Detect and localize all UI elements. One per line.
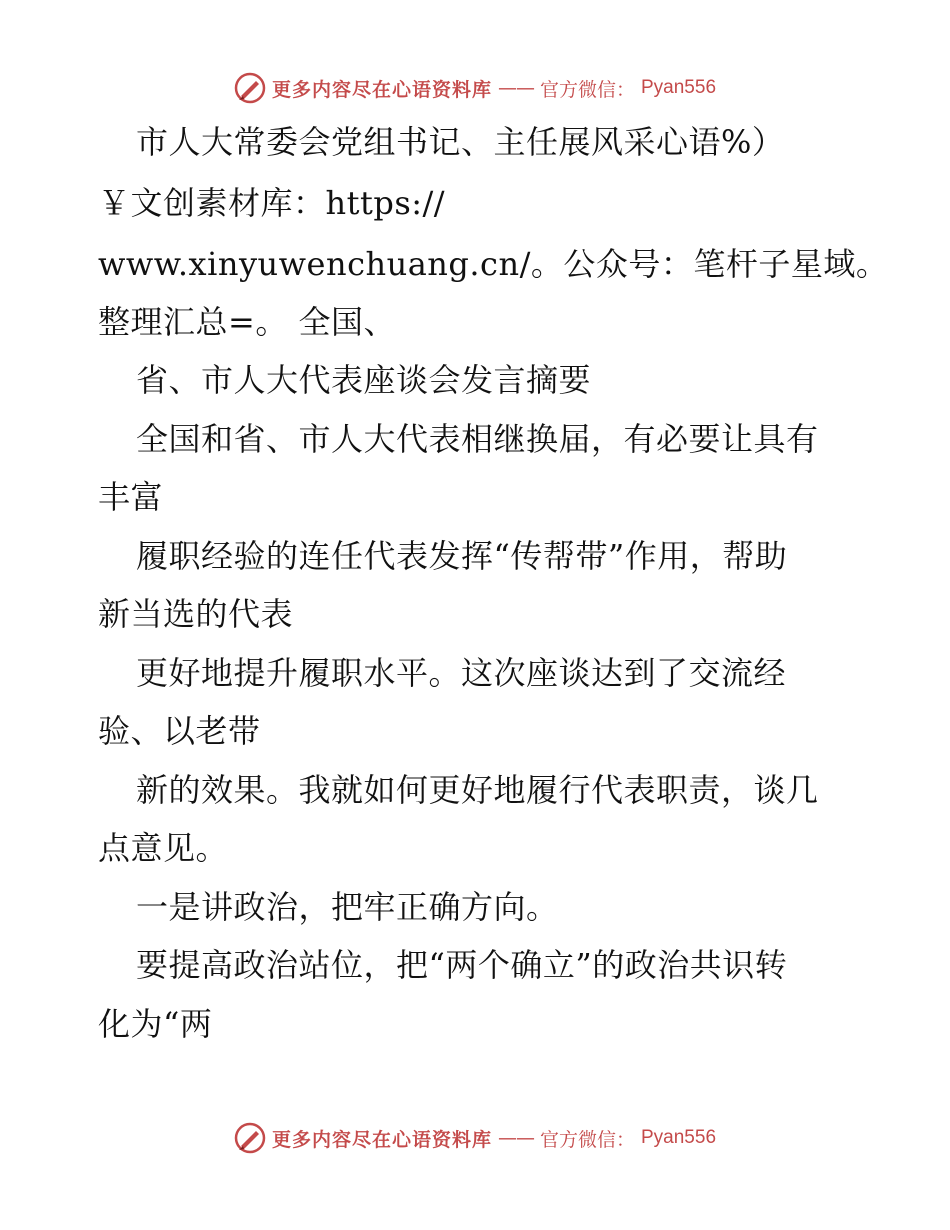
watermark-main-text: 更多内容尽在心语资料库 bbox=[271, 78, 492, 101]
watermark-separator: —— bbox=[497, 77, 534, 99]
watermark-wechat-handle: Pyan556 bbox=[641, 77, 717, 98]
text-line: 更好地提升履职水平。这次座谈达到了交流经 bbox=[136, 654, 787, 692]
watermark-wechat-handle: Pyan556 bbox=[641, 1127, 717, 1148]
text-line: ￥文创素材库：https:// bbox=[98, 184, 446, 222]
watermark-wechat-label: 官方微信： bbox=[539, 1128, 635, 1151]
text-line: 履职经验的连任代表发挥“传帮带”作用，帮助 bbox=[136, 537, 788, 575]
pen-logo-icon bbox=[234, 72, 266, 104]
text-line: 验、以老带 bbox=[98, 712, 261, 750]
watermark-wechat-label: 官方微信： bbox=[539, 78, 635, 101]
text-line: 全国和省、市人大代表相继换届，有必要让具有 bbox=[136, 420, 819, 458]
text-line: 整理汇总=。 全国、 bbox=[98, 303, 396, 341]
header-watermark bbox=[0, 72, 950, 104]
footer-watermark bbox=[0, 1122, 950, 1154]
text-line: 丰富 bbox=[98, 478, 164, 516]
text-line: www.xinyuwenchuang.cn/。公众号：笔杆子星域。 bbox=[98, 245, 889, 283]
watermark-main-text: 更多内容尽在心语资料库 bbox=[271, 1128, 492, 1151]
text-line: 新的效果。我就如何更好地履行代表职责，谈几 bbox=[136, 771, 819, 809]
text-line: 化为“两 bbox=[98, 1005, 213, 1043]
text-line: 一是讲政治，把牢正确方向。 bbox=[136, 888, 559, 926]
text-line: 要提高政治站位，把“两个确立”的政治共识转 bbox=[136, 946, 788, 984]
text-line: 市人大常委会党组书记、主任展风采心语%） bbox=[136, 123, 785, 161]
pen-logo-icon bbox=[234, 1122, 266, 1154]
text-line: 点意见。 bbox=[98, 829, 229, 867]
watermark-separator: —— bbox=[497, 1127, 534, 1149]
text-line: 新当选的代表 bbox=[98, 595, 294, 633]
text-line: 省、市人大代表座谈会发言摘要 bbox=[136, 361, 592, 399]
